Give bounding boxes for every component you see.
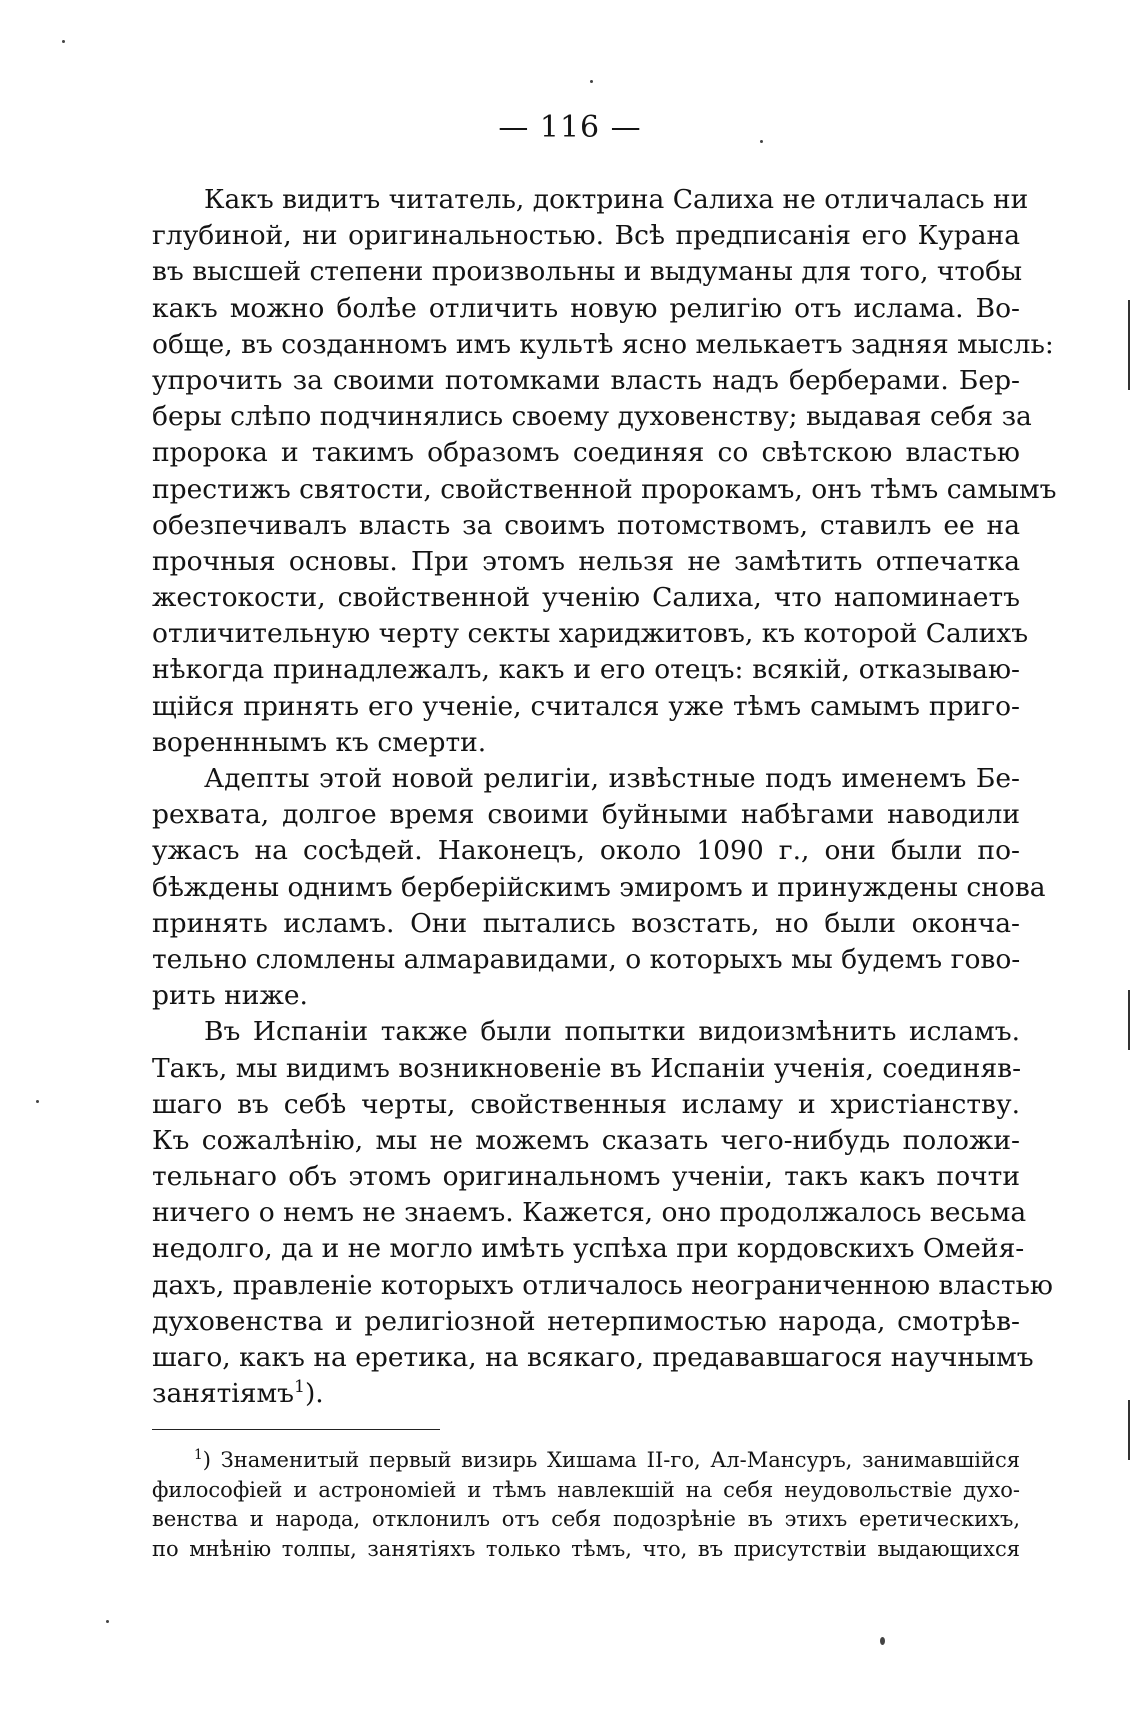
body-line-text: Такъ, мы видимъ возникновеніе въ Испаніи ученія, соединяв- — [152, 1052, 1022, 1084]
body-line — [152, 435, 1020, 471]
footnote-separator — [152, 1429, 440, 1430]
body-line — [152, 1195, 1027, 1231]
body-line-text: въ высшей степени произвольны и выдуманы для того, чтобы — [152, 256, 1023, 288]
body-line — [152, 906, 1020, 942]
body-line-text: пророка и такимъ образомъ соединяя со свѣтскою властью — [152, 437, 1020, 469]
margin-scan-mark — [1128, 1400, 1130, 1460]
footnote-reference: 1 — [293, 1377, 305, 1398]
body-line — [152, 1268, 1053, 1304]
body-line-text: воренннымъ къ смерти. — [152, 726, 487, 758]
body-line — [152, 870, 1046, 906]
footnote-line-text: по мнѣнію толпы, занятіяхъ только тѣмъ, что, въ присутствіи выдающихся — [152, 1536, 1020, 1561]
body-line-text: беры слѣпо подчинялись своему духовенству; выдавая себя за — [152, 401, 1032, 433]
body-line — [152, 182, 1029, 218]
body-line — [152, 1304, 1020, 1340]
body-line-text: занятіямъ — [152, 1378, 294, 1410]
body-line — [152, 1376, 1020, 1412]
footnote-line-text: ) Знаменитый первый визирь Хишама II-го, Ал-Мансуръ, занимавшійся — [202, 1448, 1020, 1472]
footnote-marker: 1 — [194, 1447, 203, 1463]
scan-speck — [590, 80, 593, 83]
body-line — [152, 616, 1029, 652]
body-line-text: жестокости, свойственной ученію Салиха, что напоминаетъ — [152, 582, 1020, 614]
body-text — [152, 182, 1057, 1412]
body-line — [152, 978, 1020, 1014]
body-line-text: ужасъ на сосѣдей. Наконецъ, около 1090 г., они были по- — [152, 835, 1020, 867]
scan-speck — [760, 140, 763, 143]
body-line — [152, 689, 1020, 725]
body-line — [152, 761, 1020, 797]
body-line-text: Какъ видитъ читатель, доктрина Салиха не отличалась ни — [204, 184, 1029, 215]
body-line-text: недолго, да и не могло имѣть успѣха при кордовскихъ Омейя- — [152, 1233, 1025, 1265]
body-line-text: Въ Испаніи также были попытки видоизмѣнить исламъ. — [204, 1016, 1020, 1048]
body-line-text: отличительную черту секты хариджитовъ, къ которой Салихъ — [152, 618, 1029, 650]
body-line-text: щійся принять его ученіе, считался уже тѣмъ самымъ приго- — [152, 690, 1020, 722]
body-line — [152, 1159, 1020, 1195]
body-line-text: тельнаго объ этомъ оригинальномъ ученіи, такъ какъ почти — [152, 1161, 1020, 1193]
scan-speck — [62, 40, 65, 43]
body-line — [152, 1231, 1025, 1267]
body-line-text: Адепты этой новой религіи, извѣстные подъ именемъ Бе- — [204, 763, 1020, 794]
body-line-text: принять исламъ. Они пытались возстать, но были оконча- — [152, 907, 1020, 939]
body-line — [152, 291, 1020, 327]
body-line-text: Къ сожалѣнію, мы не можемъ сказать чего-нибудь положи- — [152, 1124, 1020, 1156]
footnote-line-text: венства и народа, отклонилъ отъ себя подозрѣніе въ этихъ еретическихъ, — [152, 1507, 1020, 1531]
body-line-tail: ). — [304, 1378, 324, 1410]
body-line-text: упрочить за своими потомками власть надъ берберами. Бер- — [152, 364, 1020, 396]
body-line — [152, 1087, 1020, 1123]
body-line — [152, 1340, 1034, 1376]
body-line-text: обще, въ созданномъ имъ культѣ ясно мелькаетъ задняя мысль: — [152, 328, 1054, 360]
body-line-text: шаго, какъ на еретика, на всякаго, предававшагося научнымъ — [152, 1342, 1034, 1373]
body-line-text: духовенства и религіозной нетерпимостью народа, смотрѣв- — [152, 1305, 1020, 1337]
body-line-text: престижъ святости, свойственной пророкамъ, онъ тѣмъ самымъ — [152, 473, 1057, 505]
body-line — [152, 1123, 1020, 1159]
footnote-line — [152, 1535, 1020, 1565]
body-line — [152, 327, 1054, 363]
body-line — [152, 833, 1020, 869]
body-line-text: нѣкогда принадлежалъ, какъ и его отецъ: всякій, отказываю- — [152, 654, 1020, 686]
body-line-text: рить ниже. — [152, 980, 308, 1012]
page-number: — 116 — — [498, 110, 642, 145]
body-line — [152, 508, 1020, 544]
footnote-line-text: философіей и астрономіей и тѣмъ навлекшій на себя неудовольствіе духо- — [152, 1477, 1020, 1502]
footnote-line — [152, 1505, 1020, 1535]
body-line-text: обезпечивалъ власть за своимъ потомствомъ, ставилъ ее на — [152, 509, 1020, 541]
body-line-text: рехвата, долгое время своими буйными набѣгами наводили — [152, 799, 1020, 831]
body-line — [152, 1014, 1020, 1050]
scan-speck — [36, 1100, 39, 1103]
margin-scan-mark — [1128, 990, 1130, 1050]
body-line — [152, 580, 1020, 616]
body-line-text: бѣждены однимъ берберійскимъ эмиромъ и принуждены снова — [152, 871, 1046, 903]
body-line — [152, 797, 1020, 833]
footnote-line — [152, 1476, 1020, 1506]
body-line — [152, 1051, 1020, 1087]
body-line-text: прочныя основы. При этомъ нельзя не замѣтить отпечатка — [152, 545, 1020, 577]
body-line-text: дахъ, правленіе которыхъ отличалось неограниченною властью — [152, 1269, 1053, 1301]
body-line-text: ничего о немъ не знаемъ. Кажется, оно продолжалось весьма — [152, 1197, 1027, 1229]
body-line — [152, 942, 1020, 978]
footnotes — [152, 1446, 1020, 1564]
body-line-text: шаго въ себѣ черты, свойственныя исламу и христіанству. — [152, 1088, 1020, 1120]
margin-scan-mark — [1128, 300, 1130, 390]
body-line — [152, 652, 1020, 688]
body-line-text: глубиной, ни оригинальностью. Всѣ предписанія его Курана — [152, 220, 1020, 252]
body-line-text: какъ можно болѣе отличить новую религію отъ ислама. Во- — [152, 292, 1020, 324]
body-line — [152, 399, 1032, 435]
body-line — [152, 363, 1020, 399]
body-line-text: тельно сломлены алмаравидами, о которыхъ мы будемъ гово- — [152, 943, 1021, 975]
body-line — [152, 544, 1020, 580]
footnote-line — [152, 1446, 1020, 1476]
scan-speck — [880, 1637, 885, 1645]
body-line — [152, 472, 1057, 508]
body-line — [152, 218, 1020, 254]
body-line — [152, 254, 1023, 290]
body-line — [152, 725, 1020, 761]
scan-speck — [106, 1620, 109, 1623]
